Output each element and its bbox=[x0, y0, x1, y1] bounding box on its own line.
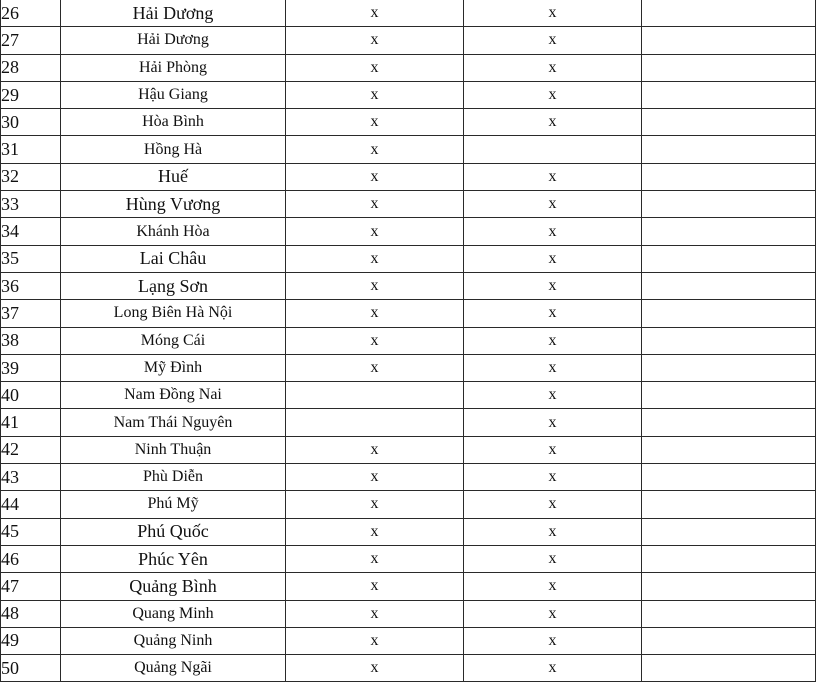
mark-cell-col4: x bbox=[464, 245, 642, 272]
branch-name-cell: Quảng Ninh bbox=[61, 627, 286, 654]
empty-cell-col5 bbox=[642, 436, 816, 463]
table-row bbox=[1, 655, 816, 682]
row-number-cell: 29 bbox=[1, 81, 61, 108]
mark-cell-col3: x bbox=[286, 545, 464, 572]
branch-name-cell: Hòa Bình bbox=[61, 109, 286, 136]
table-row bbox=[1, 245, 816, 272]
table-row bbox=[1, 218, 816, 245]
row-number-cell: 38 bbox=[1, 327, 61, 354]
row-number-cell: 34 bbox=[1, 218, 61, 245]
branch-name-cell: Quảng Bình bbox=[61, 573, 286, 600]
mark-cell-col3: x bbox=[286, 436, 464, 463]
mark-cell-col3: x bbox=[286, 327, 464, 354]
branch-name-cell: Mỹ Đình bbox=[61, 354, 286, 381]
row-number-cell: 26 bbox=[1, 0, 61, 27]
table-body bbox=[1, 0, 816, 682]
table-row bbox=[1, 464, 816, 491]
branch-name-cell: Hùng Vương bbox=[61, 191, 286, 218]
mark-cell-col3: x bbox=[286, 627, 464, 654]
mark-cell-col4: x bbox=[464, 54, 642, 81]
mark-cell-col3: x bbox=[286, 573, 464, 600]
mark-cell-col3: x bbox=[286, 600, 464, 627]
empty-cell-col5 bbox=[642, 409, 816, 436]
row-number-cell: 49 bbox=[1, 627, 61, 654]
branch-name-cell: Nam Thái Nguyên bbox=[61, 409, 286, 436]
empty-cell-col5 bbox=[642, 218, 816, 245]
row-number-cell: 30 bbox=[1, 109, 61, 136]
row-number-cell: 35 bbox=[1, 245, 61, 272]
mark-cell-col4: x bbox=[464, 600, 642, 627]
mark-cell-col3: x bbox=[286, 354, 464, 381]
branch-name-cell: Hải Dương bbox=[61, 27, 286, 54]
row-number-cell: 32 bbox=[1, 163, 61, 190]
empty-cell-col5 bbox=[642, 545, 816, 572]
empty-cell-col5 bbox=[642, 109, 816, 136]
mark-cell-col3: x bbox=[286, 464, 464, 491]
mark-cell-col4: x bbox=[464, 0, 642, 27]
mark-cell-col4: x bbox=[464, 272, 642, 299]
branch-name-cell: Quang Minh bbox=[61, 600, 286, 627]
table-row bbox=[1, 573, 816, 600]
branch-name-cell: Quảng Ngãi bbox=[61, 655, 286, 682]
mark-cell-col3: x bbox=[286, 655, 464, 682]
row-number-cell: 40 bbox=[1, 382, 61, 409]
table-row bbox=[1, 491, 816, 518]
mark-cell-col4: x bbox=[464, 627, 642, 654]
empty-cell-col5 bbox=[642, 27, 816, 54]
branch-name-cell: Phù Diễn bbox=[61, 464, 286, 491]
table-row bbox=[1, 191, 816, 218]
table-row bbox=[1, 600, 816, 627]
empty-cell-col5 bbox=[642, 81, 816, 108]
row-number-cell: 33 bbox=[1, 191, 61, 218]
table-row bbox=[1, 27, 816, 54]
empty-cell-col5 bbox=[642, 245, 816, 272]
branch-name-cell: Lai Châu bbox=[61, 245, 286, 272]
mark-cell-col3: x bbox=[286, 272, 464, 299]
row-number-cell: 48 bbox=[1, 600, 61, 627]
mark-cell-col3 bbox=[286, 409, 464, 436]
mark-cell-col4: x bbox=[464, 327, 642, 354]
row-number-cell: 45 bbox=[1, 518, 61, 545]
mark-cell-col3: x bbox=[286, 218, 464, 245]
mark-cell-col3: x bbox=[286, 491, 464, 518]
mark-cell-col3: x bbox=[286, 109, 464, 136]
table-row bbox=[1, 109, 816, 136]
row-number-cell: 36 bbox=[1, 272, 61, 299]
branch-name-cell: Hồng Hà bbox=[61, 136, 286, 163]
branch-name-cell: Hậu Giang bbox=[61, 81, 286, 108]
empty-cell-col5 bbox=[642, 600, 816, 627]
branch-name-cell: Huế bbox=[61, 163, 286, 190]
empty-cell-col5 bbox=[642, 136, 816, 163]
mark-cell-col4: x bbox=[464, 191, 642, 218]
mark-cell-col4: x bbox=[464, 545, 642, 572]
row-number-cell: 39 bbox=[1, 354, 61, 381]
branch-name-cell: Phú Quốc bbox=[61, 518, 286, 545]
empty-cell-col5 bbox=[642, 382, 816, 409]
row-number-cell: 41 bbox=[1, 409, 61, 436]
mark-cell-col4: x bbox=[464, 27, 642, 54]
mark-cell-col3 bbox=[286, 382, 464, 409]
table-row bbox=[1, 436, 816, 463]
table-row bbox=[1, 163, 816, 190]
table-row bbox=[1, 300, 816, 327]
mark-cell-col4: x bbox=[464, 109, 642, 136]
empty-cell-col5 bbox=[642, 655, 816, 682]
mark-cell-col3: x bbox=[286, 518, 464, 545]
table-row bbox=[1, 272, 816, 299]
mark-cell-col4: x bbox=[464, 382, 642, 409]
row-number-cell: 43 bbox=[1, 464, 61, 491]
mark-cell-col4: x bbox=[464, 81, 642, 108]
empty-cell-col5 bbox=[642, 327, 816, 354]
mark-cell-col4: x bbox=[464, 464, 642, 491]
mark-cell-col4: x bbox=[464, 218, 642, 245]
table-row bbox=[1, 627, 816, 654]
empty-cell-col5 bbox=[642, 163, 816, 190]
branch-name-cell: Hải Phòng bbox=[61, 54, 286, 81]
mark-cell-col4 bbox=[464, 136, 642, 163]
empty-cell-col5 bbox=[642, 354, 816, 381]
mark-cell-col3: x bbox=[286, 300, 464, 327]
table-row bbox=[1, 54, 816, 81]
mark-cell-col3: x bbox=[286, 163, 464, 190]
table-row bbox=[1, 354, 816, 381]
empty-cell-col5 bbox=[642, 272, 816, 299]
empty-cell-col5 bbox=[642, 491, 816, 518]
empty-cell-col5 bbox=[642, 54, 816, 81]
mark-cell-col4: x bbox=[464, 163, 642, 190]
mark-cell-col4: x bbox=[464, 436, 642, 463]
table-row bbox=[1, 136, 816, 163]
row-number-cell: 37 bbox=[1, 300, 61, 327]
mark-cell-col4: x bbox=[464, 300, 642, 327]
table-row bbox=[1, 81, 816, 108]
branch-name-cell: Phúc Yên bbox=[61, 545, 286, 572]
table-row bbox=[1, 0, 816, 27]
empty-cell-col5 bbox=[642, 573, 816, 600]
row-number-cell: 46 bbox=[1, 545, 61, 572]
branch-name-cell: Móng Cái bbox=[61, 327, 286, 354]
row-number-cell: 42 bbox=[1, 436, 61, 463]
table-row bbox=[1, 518, 816, 545]
table-row bbox=[1, 409, 816, 436]
branch-name-cell: Khánh Hòa bbox=[61, 218, 286, 245]
table-row bbox=[1, 327, 816, 354]
row-number-cell: 50 bbox=[1, 655, 61, 682]
empty-cell-col5 bbox=[642, 464, 816, 491]
mark-cell-col4: x bbox=[464, 655, 642, 682]
branch-name-cell: Phú Mỹ bbox=[61, 491, 286, 518]
row-number-cell: 44 bbox=[1, 491, 61, 518]
empty-cell-col5 bbox=[642, 627, 816, 654]
row-number-cell: 27 bbox=[1, 27, 61, 54]
mark-cell-col4: x bbox=[464, 518, 642, 545]
mark-cell-col4: x bbox=[464, 409, 642, 436]
branch-name-cell: Nam Đồng Nai bbox=[61, 382, 286, 409]
row-number-cell: 28 bbox=[1, 54, 61, 81]
branch-name-cell: Long Biên Hà Nội bbox=[61, 300, 286, 327]
mark-cell-col4: x bbox=[464, 354, 642, 381]
empty-cell-col5 bbox=[642, 518, 816, 545]
mark-cell-col3: x bbox=[286, 0, 464, 27]
mark-cell-col4: x bbox=[464, 491, 642, 518]
mark-cell-col3: x bbox=[286, 81, 464, 108]
mark-cell-col3: x bbox=[286, 136, 464, 163]
table-row bbox=[1, 382, 816, 409]
mark-cell-col3: x bbox=[286, 191, 464, 218]
mark-cell-col3: x bbox=[286, 27, 464, 54]
mark-cell-col3: x bbox=[286, 54, 464, 81]
row-number-cell: 47 bbox=[1, 573, 61, 600]
branch-name-cell: Ninh Thuận bbox=[61, 436, 286, 463]
empty-cell-col5 bbox=[642, 300, 816, 327]
branch-name-cell: Hải Dương bbox=[61, 0, 286, 27]
mark-cell-col3: x bbox=[286, 245, 464, 272]
branch-name-cell: Lạng Sơn bbox=[61, 272, 286, 299]
empty-cell-col5 bbox=[642, 0, 816, 27]
empty-cell-col5 bbox=[642, 191, 816, 218]
table-row bbox=[1, 545, 816, 572]
mark-cell-col4: x bbox=[464, 573, 642, 600]
row-number-cell: 31 bbox=[1, 136, 61, 163]
